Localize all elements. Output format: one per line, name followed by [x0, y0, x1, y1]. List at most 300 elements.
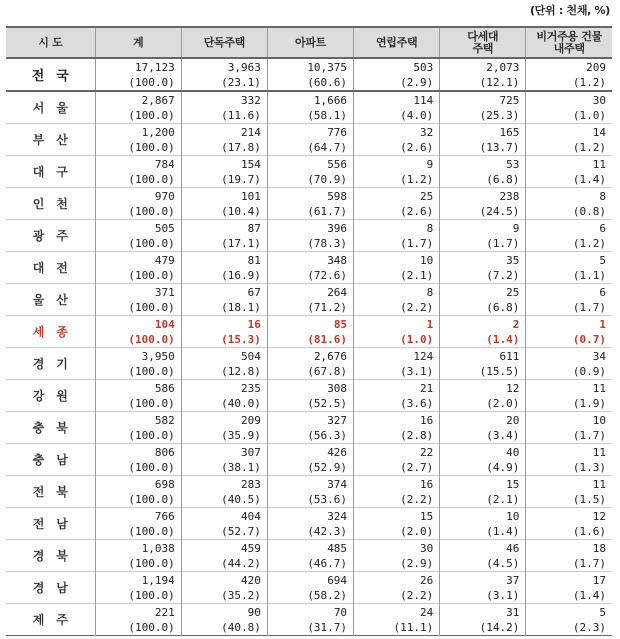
cell-row-house — [354, 476, 440, 508]
count-value: 12 — [506, 381, 520, 395]
cell-detached — [181, 540, 267, 572]
cell-detached — [181, 444, 267, 476]
count-value: 2,676 — [313, 349, 348, 363]
count-value: 8 — [426, 285, 434, 299]
percent-value: (100.0) — [128, 204, 175, 218]
percent-value: (2.6) — [400, 204, 434, 218]
count-value: 6 — [599, 221, 606, 235]
table-row — [6, 252, 612, 284]
count-value: 24 — [419, 605, 434, 619]
region-name: 강원 — [32, 389, 80, 403]
count-value: 1 — [599, 317, 606, 331]
header-total: 계 — [95, 27, 181, 58]
cell-multiplex — [440, 508, 526, 540]
count-value: 9 — [426, 157, 434, 171]
percent-value: (64.7) — [307, 140, 348, 154]
cell-total — [95, 91, 181, 124]
percent-value: (1.0) — [400, 332, 434, 346]
count-value: 504 — [241, 349, 261, 363]
count-value: 40 — [506, 445, 520, 459]
housing-type-table — [6, 26, 612, 636]
count-value: 2 — [512, 317, 520, 331]
cell-detached — [181, 91, 267, 124]
percent-value: (100.0) — [128, 460, 175, 474]
count-value: 806 — [154, 445, 175, 459]
percent-value: (81.6) — [307, 332, 348, 346]
cell-multiplex — [440, 476, 526, 508]
percent-value: (4.9) — [486, 460, 520, 474]
cell-detached — [181, 252, 267, 284]
count-value: 221 — [154, 605, 175, 619]
cell-detached — [181, 380, 267, 412]
count-value: 17,123 — [135, 60, 175, 74]
percent-value: (1.9) — [572, 396, 606, 410]
cell-apartment — [267, 508, 353, 540]
table-row — [6, 444, 612, 476]
percent-value: (100.0) — [128, 300, 175, 314]
header-row — [6, 27, 612, 58]
cell-detached — [181, 412, 267, 444]
cell-non-residential — [526, 412, 612, 444]
cell-total — [95, 572, 181, 604]
count-value: 70 — [333, 605, 348, 619]
region-name: 울산 — [32, 293, 80, 307]
cell-apartment — [267, 380, 353, 412]
count-value: 698 — [154, 477, 175, 491]
count-value: 16 — [247, 317, 261, 331]
count-value: 459 — [241, 541, 261, 555]
cell-apartment — [267, 316, 353, 348]
cell-detached — [181, 316, 267, 348]
percent-value: (2.2) — [400, 588, 434, 602]
region-name: 부산 — [32, 133, 80, 147]
table-row — [6, 476, 612, 508]
percent-value: (17.1) — [221, 236, 261, 250]
count-value: 1,194 — [141, 573, 175, 587]
percent-value: (2.2) — [400, 492, 434, 506]
cell-detached — [181, 284, 267, 316]
table-row — [6, 220, 612, 252]
cell-apartment — [267, 444, 353, 476]
cell-multiplex — [440, 91, 526, 124]
header-apartment: 아파트 — [267, 27, 353, 58]
count-value: 35 — [506, 253, 520, 267]
count-value: 8 — [426, 221, 434, 235]
count-value: 25 — [506, 285, 520, 299]
percent-value: (1.7) — [572, 556, 606, 570]
cell-row-house — [354, 604, 440, 636]
count-value: 396 — [327, 221, 348, 235]
cell-row-house — [354, 540, 440, 572]
percent-value: (1.7) — [400, 236, 434, 250]
percent-value: (61.7) — [307, 204, 348, 218]
percent-value: (100.0) — [128, 524, 175, 538]
cell-row-house — [354, 380, 440, 412]
percent-value: (15.5) — [479, 364, 520, 378]
percent-value: (100.0) — [128, 556, 175, 570]
percent-value: (70.9) — [307, 172, 348, 186]
count-value: 9 — [512, 221, 520, 235]
cell-apartment — [267, 284, 353, 316]
count-value: 324 — [327, 509, 348, 523]
count-value: 124 — [413, 349, 434, 363]
percent-value: (100.0) — [128, 588, 175, 602]
percent-value: (2.2) — [400, 300, 434, 314]
count-value: 582 — [154, 413, 175, 427]
cell-multiplex — [440, 156, 526, 188]
region-name: 전남 — [32, 517, 80, 531]
count-value: 30 — [419, 541, 434, 555]
count-value: 11 — [592, 445, 606, 459]
cell-detached — [181, 348, 267, 380]
cell-multiplex — [440, 284, 526, 316]
cell-detached — [181, 188, 267, 220]
cell-non-residential — [526, 156, 612, 188]
count-value: 16 — [419, 413, 434, 427]
percent-value: (2.1) — [486, 492, 520, 506]
count-value: 10 — [592, 413, 606, 427]
cell-non-residential — [526, 572, 612, 604]
count-value: 37 — [506, 573, 520, 587]
percent-value: (100.0) — [128, 364, 175, 378]
count-value: 32 — [419, 125, 434, 139]
count-value: 238 — [499, 189, 520, 203]
percent-value: (44.2) — [221, 556, 261, 570]
cell-apartment — [267, 412, 353, 444]
count-value: 308 — [327, 381, 348, 395]
percent-value: (1.2) — [572, 75, 606, 89]
percent-value: (6.8) — [486, 172, 520, 186]
percent-value: (100.0) — [128, 332, 175, 346]
cell-non-residential — [526, 252, 612, 284]
percent-value: (3.4) — [486, 428, 520, 442]
cell-total — [95, 58, 181, 91]
cell-row-house — [354, 252, 440, 284]
percent-value: (2.0) — [400, 524, 434, 538]
count-value: 694 — [327, 573, 348, 587]
table-row — [6, 156, 612, 188]
count-value: 101 — [241, 189, 261, 203]
region-name: 경기 — [32, 357, 80, 371]
cell-apartment — [267, 572, 353, 604]
cell-multiplex — [440, 220, 526, 252]
count-value: 556 — [327, 157, 348, 171]
table-row — [6, 572, 612, 604]
cell-multiplex — [440, 380, 526, 412]
percent-value: (2.0) — [486, 396, 520, 410]
header-detached: 단독주택 — [181, 27, 267, 58]
percent-value: (14.2) — [479, 620, 520, 634]
count-value: 2,867 — [141, 93, 175, 107]
percent-value: (13.7) — [479, 140, 520, 154]
count-value: 332 — [241, 93, 261, 107]
percent-value: (3.6) — [400, 396, 434, 410]
count-value: 12 — [592, 509, 606, 523]
count-value: 1,038 — [141, 541, 175, 555]
percent-value: (4.5) — [486, 556, 520, 570]
percent-value: (24.5) — [479, 204, 520, 218]
count-value: 18 — [592, 541, 606, 555]
count-value: 11 — [592, 477, 606, 491]
cell-total — [95, 124, 181, 156]
count-value: 165 — [499, 125, 520, 139]
table-row — [6, 124, 612, 156]
cell-non-residential — [526, 508, 612, 540]
cell-multiplex — [440, 252, 526, 284]
count-value: 85 — [333, 317, 348, 331]
percent-value: (3.1) — [486, 588, 520, 602]
count-value: 209 — [586, 60, 606, 74]
cell-non-residential — [526, 58, 612, 91]
header-row-house: 연립주택 — [354, 27, 440, 58]
cell-total — [95, 380, 181, 412]
region-name: 전국 — [6, 58, 95, 91]
percent-value: (78.3) — [307, 236, 348, 250]
table-row — [6, 316, 612, 348]
cell-multiplex — [440, 188, 526, 220]
unit-note: (단위 : 천채, %) — [529, 4, 610, 17]
count-value: 16 — [419, 477, 434, 491]
percent-value: (100.0) — [128, 428, 175, 442]
count-value: 426 — [327, 445, 348, 459]
percent-value: (100.0) — [128, 620, 175, 634]
count-value: 235 — [241, 381, 261, 395]
percent-value: (1.4) — [572, 588, 606, 602]
percent-value: (0.7) — [572, 332, 606, 346]
count-value: 611 — [499, 349, 520, 363]
percent-value: (40.8) — [221, 620, 261, 634]
percent-value: (11.6) — [221, 108, 261, 122]
cell-detached — [181, 58, 267, 91]
count-value: 420 — [241, 573, 261, 587]
table-row — [6, 412, 612, 444]
count-value: 25 — [419, 189, 434, 203]
cell-total — [95, 188, 181, 220]
count-value: 970 — [154, 189, 175, 203]
count-value: 11 — [592, 381, 606, 395]
cell-detached — [181, 156, 267, 188]
percent-value: (67.8) — [307, 364, 348, 378]
cell-row-house — [354, 156, 440, 188]
cell-multiplex — [440, 604, 526, 636]
percent-value: (1.7) — [572, 300, 606, 314]
percent-value: (1.6) — [572, 524, 606, 538]
table-row — [6, 58, 612, 91]
count-value: 87 — [247, 221, 261, 235]
count-value: 1,666 — [313, 93, 348, 107]
cell-row-house — [354, 348, 440, 380]
count-value: 503 — [413, 60, 434, 74]
region-name: 대전 — [32, 261, 80, 275]
percent-value: (17.8) — [221, 140, 261, 154]
count-value: 104 — [154, 317, 175, 331]
cell-non-residential — [526, 476, 612, 508]
count-value: 14 — [592, 125, 606, 139]
percent-value: (11.1) — [393, 620, 434, 634]
cell-non-residential — [526, 188, 612, 220]
cell-total — [95, 444, 181, 476]
percent-value: (1.7) — [572, 428, 606, 442]
percent-value: (7.2) — [486, 268, 520, 282]
percent-value: (25.3) — [479, 108, 520, 122]
cell-row-house — [354, 412, 440, 444]
header-non-residential: 비거주용 건물내주택 — [526, 27, 612, 58]
percent-value: (1.5) — [572, 492, 606, 506]
cell-total — [95, 476, 181, 508]
cell-multiplex — [440, 348, 526, 380]
percent-value: (2.1) — [400, 268, 434, 282]
count-value: 2,073 — [486, 60, 520, 74]
table-row — [6, 91, 612, 124]
cell-row-house — [354, 316, 440, 348]
cell-row-house — [354, 124, 440, 156]
table-row — [6, 540, 612, 572]
cell-apartment — [267, 540, 353, 572]
percent-value: (46.7) — [307, 556, 348, 570]
count-value: 404 — [241, 509, 261, 523]
cell-row-house — [354, 572, 440, 604]
table-row — [6, 188, 612, 220]
region-name: 전북 — [32, 485, 80, 499]
cell-detached — [181, 124, 267, 156]
header-multiplex: 다세대 주택 — [440, 27, 526, 58]
percent-value: (2.6) — [400, 140, 434, 154]
percent-value: (15.3) — [221, 332, 261, 346]
percent-value: (71.2) — [307, 300, 348, 314]
percent-value: (19.7) — [221, 172, 261, 186]
count-value: 1 — [426, 317, 434, 331]
cell-non-residential — [526, 316, 612, 348]
cell-apartment — [267, 124, 353, 156]
count-value: 6 — [599, 285, 606, 299]
percent-value: (40.0) — [221, 396, 261, 410]
cell-multiplex — [440, 540, 526, 572]
table-body — [6, 58, 612, 636]
count-value: 1,200 — [141, 125, 175, 139]
cell-multiplex — [440, 444, 526, 476]
percent-value: (31.7) — [307, 620, 348, 634]
cell-detached — [181, 508, 267, 540]
percent-value: (1.0) — [572, 108, 606, 122]
cell-total — [95, 284, 181, 316]
count-value: 67 — [247, 285, 261, 299]
count-value: 30 — [592, 93, 606, 107]
count-value: 598 — [327, 189, 348, 203]
cell-row-house — [354, 220, 440, 252]
count-value: 725 — [499, 93, 520, 107]
cell-non-residential — [526, 380, 612, 412]
cell-apartment — [267, 476, 353, 508]
percent-value: (35.9) — [221, 428, 261, 442]
percent-value: (2.8) — [400, 428, 434, 442]
count-value: 46 — [506, 541, 520, 555]
percent-value: (1.2) — [572, 140, 606, 154]
cell-non-residential — [526, 604, 612, 636]
count-value: 114 — [413, 93, 434, 107]
percent-value: (100.0) — [128, 75, 175, 89]
percent-value: (6.8) — [486, 300, 520, 314]
cell-total — [95, 508, 181, 540]
percent-value: (100.0) — [128, 396, 175, 410]
percent-value: (1.3) — [572, 460, 606, 474]
cell-total — [95, 316, 181, 348]
percent-value: (1.2) — [400, 172, 434, 186]
count-value: 10 — [506, 509, 520, 523]
count-value: 11 — [592, 157, 606, 171]
cell-apartment — [267, 348, 353, 380]
count-value: 327 — [327, 413, 348, 427]
region-name: 인천 — [32, 197, 80, 211]
cell-multiplex — [440, 572, 526, 604]
region-name: 세종 — [32, 325, 80, 339]
percent-value: (40.5) — [221, 492, 261, 506]
count-value: 374 — [327, 477, 348, 491]
count-value: 53 — [506, 157, 520, 171]
region-name: 경북 — [32, 549, 80, 563]
percent-value: (10.4) — [221, 204, 261, 218]
cell-total — [95, 348, 181, 380]
percent-value: (52.7) — [221, 524, 261, 538]
percent-value: (35.2) — [221, 588, 261, 602]
cell-non-residential — [526, 284, 612, 316]
cell-detached — [181, 476, 267, 508]
count-value: 15 — [419, 509, 434, 523]
percent-value: (1.4) — [486, 524, 520, 538]
table-row — [6, 508, 612, 540]
percent-value: (12.8) — [221, 364, 261, 378]
count-value: 21 — [419, 381, 434, 395]
percent-value: (1.2) — [572, 236, 606, 250]
count-value: 307 — [241, 445, 261, 459]
table-row — [6, 380, 612, 412]
percent-value: (18.1) — [221, 300, 261, 314]
percent-value: (42.3) — [307, 524, 348, 538]
percent-value: (4.0) — [400, 108, 434, 122]
count-value: 154 — [241, 157, 261, 171]
cell-non-residential — [526, 444, 612, 476]
count-value: 31 — [506, 605, 520, 619]
percent-value: (1.4) — [572, 172, 606, 186]
table-row — [6, 284, 612, 316]
percent-value: (100.0) — [128, 172, 175, 186]
percent-value: (23.1) — [221, 75, 261, 89]
percent-value: (56.3) — [307, 428, 348, 442]
cell-multiplex — [440, 316, 526, 348]
count-value: 283 — [241, 477, 261, 491]
cell-non-residential — [526, 540, 612, 572]
cell-apartment — [267, 604, 353, 636]
cell-total — [95, 156, 181, 188]
cell-multiplex — [440, 58, 526, 91]
region-name: 광주 — [32, 229, 80, 243]
count-value: 22 — [419, 445, 434, 459]
count-value: 264 — [327, 285, 348, 299]
cell-apartment — [267, 252, 353, 284]
percent-value: (1.4) — [486, 332, 520, 346]
count-value: 10 — [419, 253, 434, 267]
percent-value: (52.5) — [307, 396, 348, 410]
cell-row-house — [354, 188, 440, 220]
percent-value: (2.9) — [400, 75, 434, 89]
count-value: 81 — [247, 253, 261, 267]
cell-total — [95, 412, 181, 444]
percent-value: (1.1) — [572, 268, 606, 282]
table-row — [6, 348, 612, 380]
count-value: 766 — [154, 509, 175, 523]
percent-value: (3.1) — [400, 364, 434, 378]
percent-value: (0.8) — [572, 204, 606, 218]
table-row — [6, 604, 612, 636]
